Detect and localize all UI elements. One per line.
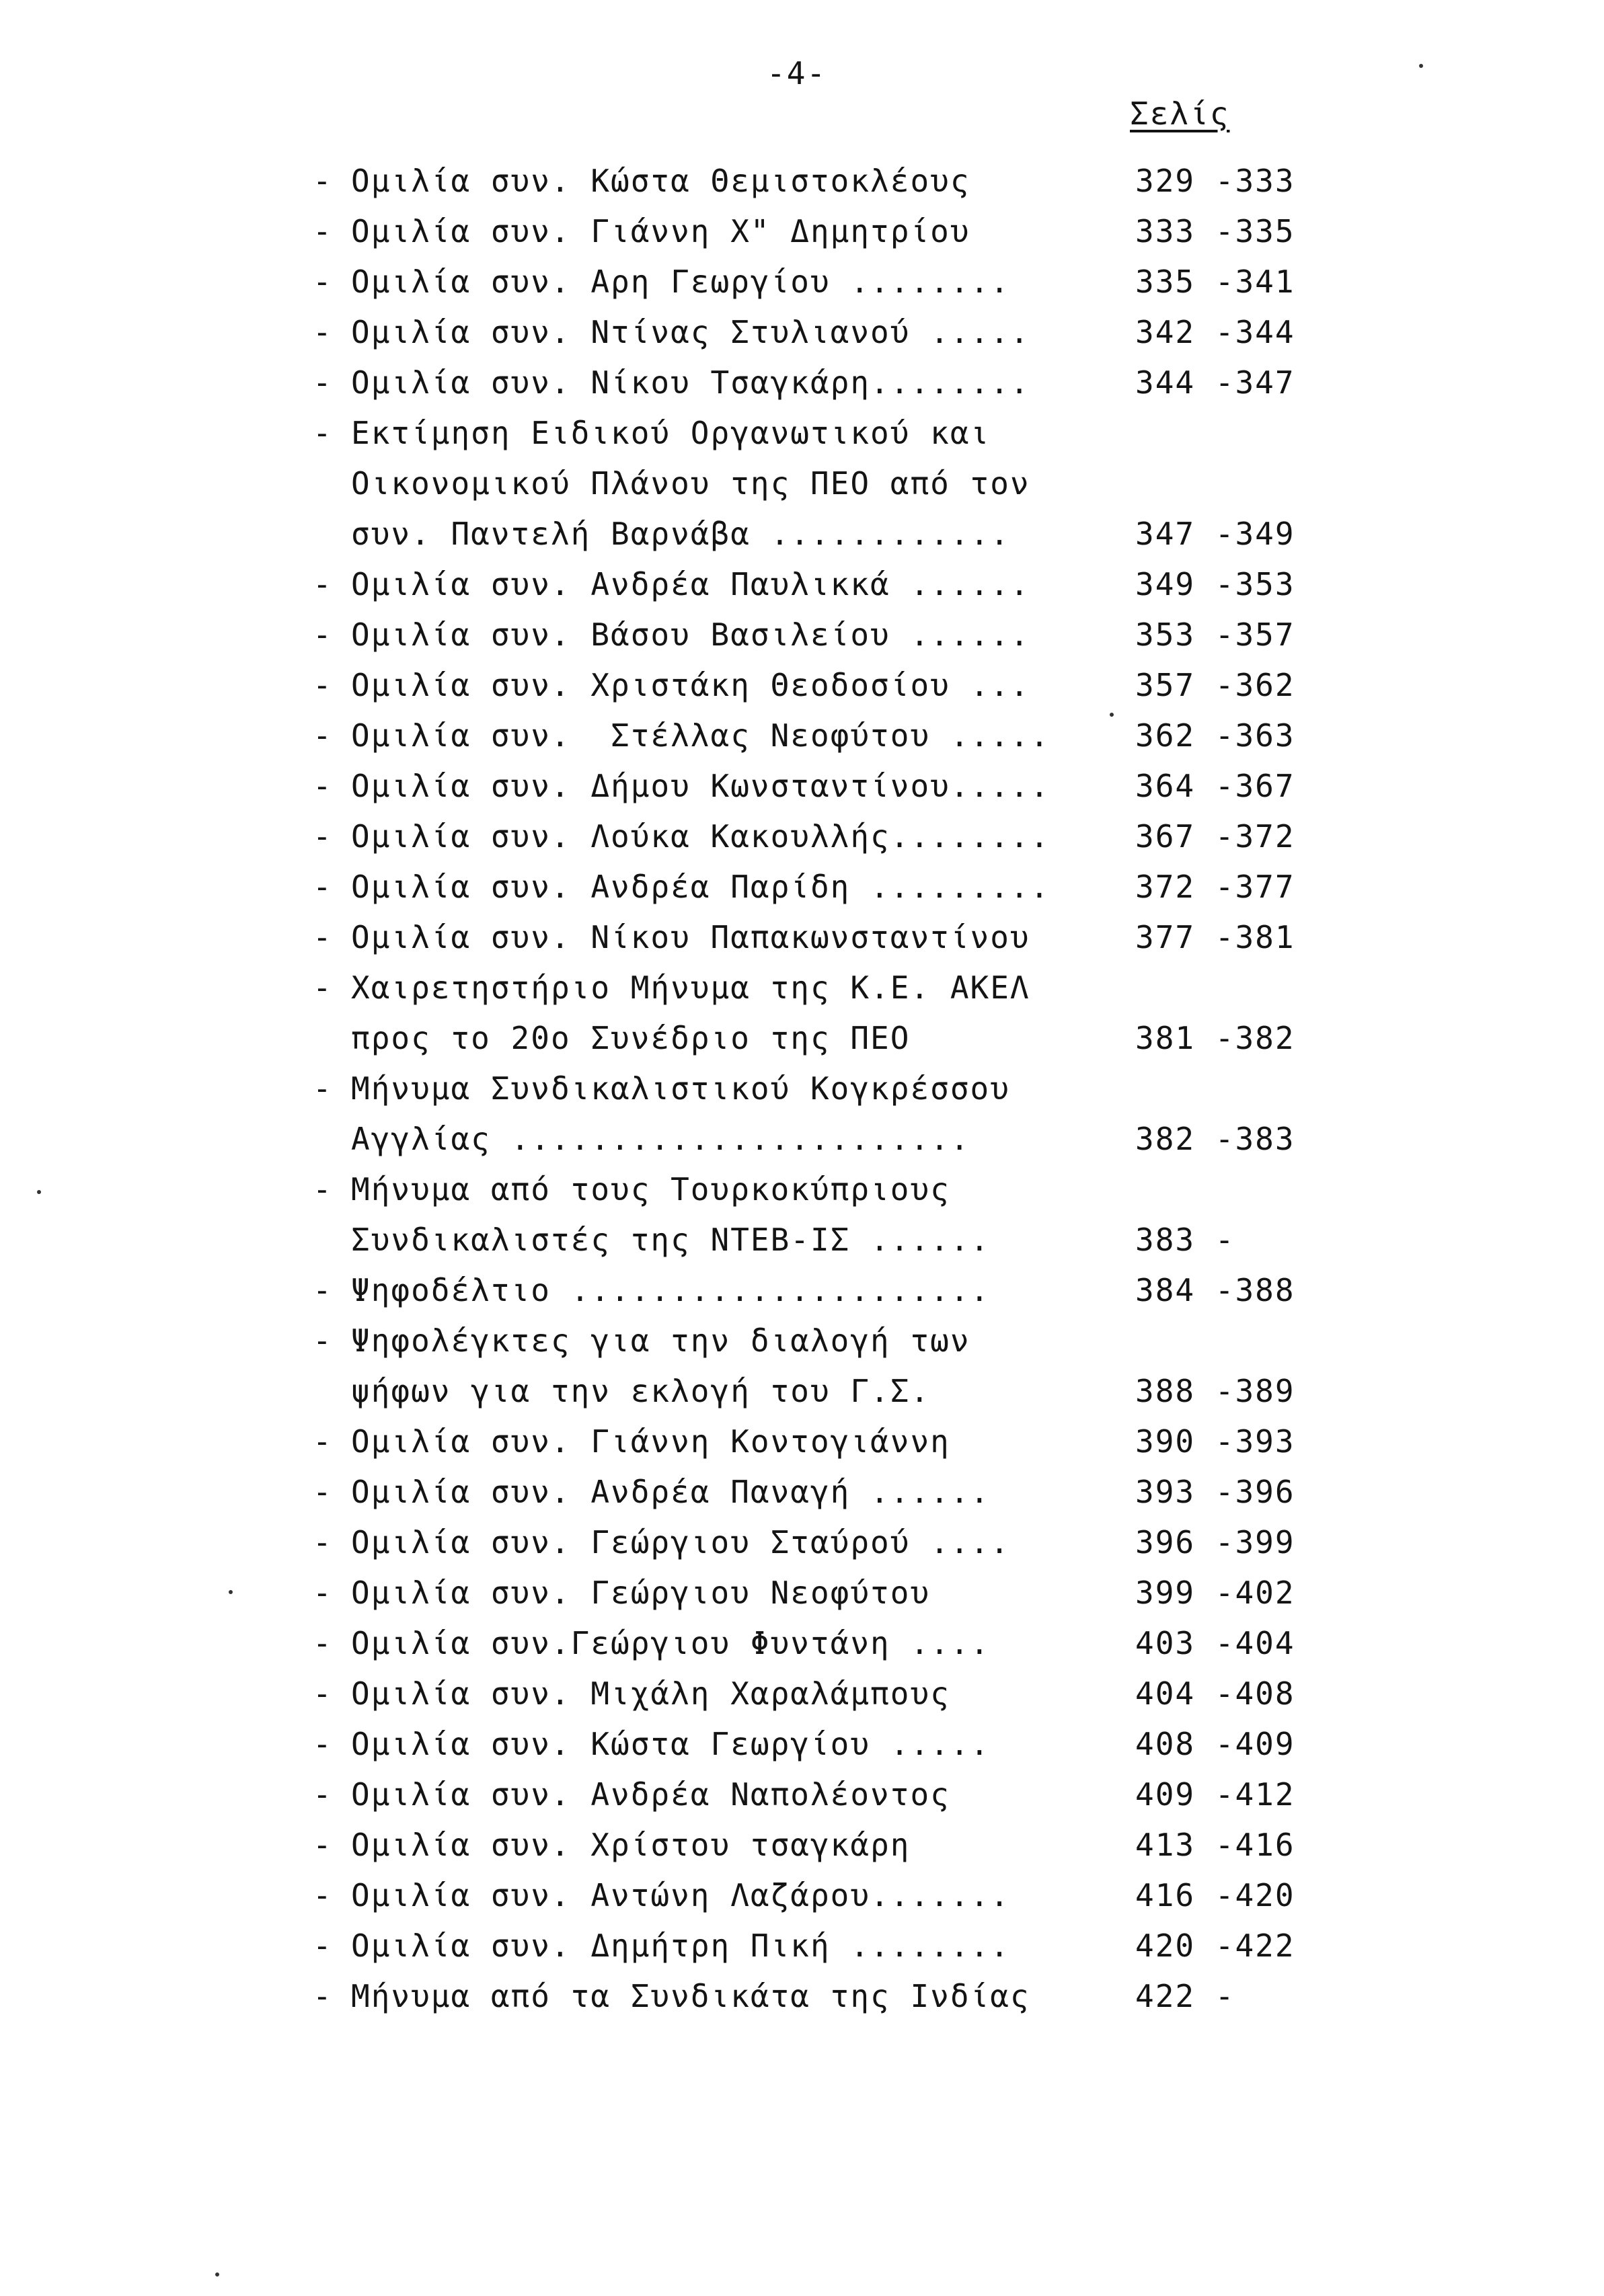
- entry-title: ψήφων για την εκλογή του Γ.Σ.: [351, 1373, 931, 1409]
- entry-title: Ομιλία συν. Μιχάλη Χαραλάμπους: [351, 1675, 950, 1712]
- toc-entry: [0, 408, 1604, 459]
- toc-entry: [0, 1971, 1604, 2022]
- entry-dash: -: [313, 667, 333, 703]
- entry-dash: -: [313, 1070, 333, 1107]
- entry-title: Οικονομικού Πλάνου της ΠΕΟ από τον: [351, 465, 1030, 502]
- entry-pages: 364 -367: [1135, 768, 1295, 804]
- entry-title: Χαιρετηστήριο Μήνυμα της Κ.Ε. ΑΚΕΛ: [351, 969, 1030, 1006]
- scan-speck: [215, 2272, 219, 2277]
- entry-pages: 422 -: [1135, 1978, 1235, 2014]
- entry-pages: 353 -357: [1135, 617, 1295, 653]
- entry-dash: -: [313, 919, 333, 955]
- entry-dash: -: [313, 264, 333, 300]
- entry-dash: -: [313, 818, 333, 855]
- entry-dash: -: [313, 1625, 333, 1661]
- entry-dash: -: [313, 1877, 333, 1913]
- entry-pages: 377 -381: [1135, 919, 1295, 955]
- entry-dash: -: [313, 717, 333, 754]
- entry-title: Ομιλία συν. Ανδρέα Παυλικκά ......: [351, 566, 1030, 602]
- entry-pages: 390 -393: [1135, 1423, 1295, 1460]
- entry-dash: -: [313, 1575, 333, 1611]
- entry-pages: 335 -341: [1135, 264, 1295, 300]
- entry-pages: 420 -422: [1135, 1928, 1295, 1964]
- toc-entry: [0, 811, 1604, 862]
- entry-title: Ομιλία συν. Αρη Γεωργίου ........: [351, 264, 1010, 300]
- entry-dash: -: [313, 969, 333, 1006]
- entry-dash: -: [313, 1272, 333, 1308]
- toc-entry: [0, 912, 1604, 963]
- entry-title: Συνδικαλιστές της ΝΤΕΒ-ΙΣ ......: [351, 1222, 991, 1258]
- toc-entry: [0, 1921, 1604, 1971]
- entry-dash: -: [313, 415, 333, 451]
- entry-title: Ομιλία συν. Ανδρέα Παναγή ......: [351, 1474, 991, 1510]
- entry-title: Ομιλία συν. Δημήτρη Πική ........: [351, 1928, 1010, 1964]
- scan-speck: [1419, 64, 1423, 68]
- entry-pages: 362 -363: [1135, 717, 1295, 754]
- entry-pages: 396 -399: [1135, 1524, 1295, 1560]
- entry-pages: 349 -353: [1135, 566, 1295, 602]
- entry-title: Μήνυμα από τα Συνδικάτα της Ινδίας: [351, 1978, 1030, 2014]
- toc-entry: [0, 1064, 1604, 1114]
- entry-title: Ομιλία συν. Χριστάκη Θεοδοσίου ...: [351, 667, 1030, 703]
- entry-dash: -: [313, 869, 333, 905]
- toc-entry: [0, 257, 1604, 307]
- entry-pages: 344 -347: [1135, 364, 1295, 401]
- toc-entry: [0, 156, 1604, 206]
- toc-entry: [0, 1316, 1604, 1366]
- page-number: -4-: [767, 55, 827, 91]
- toc-entry: [0, 1265, 1604, 1316]
- scan-speck: [1110, 713, 1114, 717]
- entry-title: Αγγλίας .......................: [351, 1121, 970, 1157]
- entry-pages: 333 -335: [1135, 213, 1295, 249]
- entry-pages: 388 -389: [1135, 1373, 1295, 1409]
- toc-entry: [0, 1517, 1604, 1568]
- toc-entry: [0, 509, 1604, 559]
- entry-pages: 413 -416: [1135, 1827, 1295, 1863]
- toc-entry: [0, 1618, 1604, 1669]
- toc-entry: [0, 206, 1604, 257]
- entry-pages: 342 -344: [1135, 314, 1295, 350]
- toc-entry: [0, 1215, 1604, 1265]
- entry-title: Ομιλία συν. Ανδρέα Ναπολέοντος: [351, 1776, 950, 1813]
- entry-pages: 329 -333: [1135, 163, 1295, 199]
- entry-dash: -: [313, 1675, 333, 1712]
- toc-entry: [0, 963, 1604, 1013]
- entry-dash: -: [313, 163, 333, 199]
- entry-pages: 409 -412: [1135, 1776, 1295, 1813]
- entry-dash: -: [313, 364, 333, 401]
- toc-entry: [0, 1870, 1604, 1921]
- toc-entry: [0, 559, 1604, 610]
- entry-title: Ομιλία συν. Γιάννη Κοντογιάννη: [351, 1423, 950, 1460]
- entry-title: Ομιλία συν. Γεώργιου Νεοφύτου: [351, 1575, 931, 1611]
- entry-pages: 416 -420: [1135, 1877, 1295, 1913]
- entry-title: Ψηφολέγκτες για την διαλογή των: [351, 1322, 970, 1359]
- toc-entry: [0, 1114, 1604, 1164]
- entry-pages: 404 -408: [1135, 1675, 1295, 1712]
- entry-title: Ομιλία συν. Λούκα Κακουλλής........: [351, 818, 1051, 855]
- entry-pages: 393 -396: [1135, 1474, 1295, 1510]
- entry-dash: -: [313, 314, 333, 350]
- toc-entry: [0, 1013, 1604, 1064]
- entry-title: Ομιλία συν. Ανδρέα Παρίδη .........: [351, 869, 1051, 905]
- toc-entry: [0, 1417, 1604, 1467]
- entry-pages: 383 -: [1135, 1222, 1235, 1258]
- entry-title: Ομιλία συν. Στέλλας Νεοφύτου .....: [351, 717, 1051, 754]
- entry-title: Ομιλία συν. Βάσου Βασιλείου ......: [351, 617, 1030, 653]
- toc-entry: [0, 610, 1604, 660]
- entry-title: Ομιλία συν. Δήμου Κωνσταντίνου.....: [351, 768, 1051, 804]
- toc-entry: [0, 358, 1604, 408]
- toc-entry: [0, 711, 1604, 761]
- entry-dash: -: [313, 1726, 333, 1762]
- entry-title: προς το 20ο Συνέδριο της ΠΕΟ: [351, 1020, 911, 1056]
- toc-entry: [0, 307, 1604, 358]
- entry-pages: 347 -349: [1135, 516, 1295, 552]
- toc-entry: [0, 1467, 1604, 1517]
- entry-title: Ομιλία συν. Γιάννη Χ" Δημητρίου: [351, 213, 970, 249]
- entry-dash: -: [313, 213, 333, 249]
- entry-pages: 381 -382: [1135, 1020, 1295, 1056]
- toc-entry: [0, 1719, 1604, 1770]
- entry-dash: -: [313, 768, 333, 804]
- toc-entry: [0, 1770, 1604, 1820]
- scan-speck: [37, 1190, 41, 1194]
- entry-dash: -: [313, 1928, 333, 1964]
- entry-pages: 403 -404: [1135, 1625, 1295, 1661]
- entry-dash: -: [313, 1322, 333, 1359]
- scan-speck: [229, 1590, 233, 1594]
- toc-entry: [0, 1669, 1604, 1719]
- entry-pages: 384 -388: [1135, 1272, 1295, 1308]
- toc-list: [0, 156, 1604, 2022]
- entry-title: Ομιλία συν. Νίκου Παπακωνσταντίνου: [351, 919, 1030, 955]
- entry-title: Ομιλία συν. Γεώργιου Σταύρού ....: [351, 1524, 1010, 1560]
- toc-entry: [0, 862, 1604, 912]
- toc-entry: [0, 761, 1604, 811]
- entry-title: Μήνυμα από τους Τουρκοκύπριους: [351, 1171, 950, 1208]
- entry-pages: 408 -409: [1135, 1726, 1295, 1762]
- entry-title: Ομιλία συν. Κώστα Θεμιστοκλέους: [351, 163, 970, 199]
- entry-title: Ομιλία συν. Κώστα Γεωργίου .....: [351, 1726, 991, 1762]
- entry-title: Ομιλία συν. Αντώνη Λαζάρου.......: [351, 1877, 1010, 1913]
- entry-title: Ομιλία συν. Νίκου Τσαγκάρη........: [351, 364, 1030, 401]
- entry-dash: -: [313, 1776, 333, 1813]
- entry-dash: -: [313, 1171, 333, 1208]
- entry-pages: 399 -402: [1135, 1575, 1295, 1611]
- entry-dash: -: [313, 1524, 333, 1560]
- entry-title: συν. Παντελή Βαρνάβα ............: [351, 516, 1010, 552]
- entry-dash: -: [313, 1423, 333, 1460]
- toc-entry: [0, 660, 1604, 711]
- column-header: Σελίς: [1130, 95, 1230, 132]
- entry-title: Ομιλία συν. Χρίστου τσαγκάρη: [351, 1827, 911, 1863]
- toc-entry: [0, 1820, 1604, 1870]
- toc-entry: [0, 1164, 1604, 1215]
- entry-title: Ομιλία συν.Γεώργιου Φυντάνη ....: [351, 1625, 991, 1661]
- entry-pages: 367 -372: [1135, 818, 1295, 855]
- entry-pages: 357 -362: [1135, 667, 1295, 703]
- entry-dash: -: [313, 1474, 333, 1510]
- entry-pages: 382 -383: [1135, 1121, 1295, 1157]
- toc-entry: [0, 459, 1604, 509]
- entry-dash: -: [313, 566, 333, 602]
- entry-dash: -: [313, 1827, 333, 1863]
- entry-title: Ομιλία συν. Ντίνας Στυλιανού .....: [351, 314, 1030, 350]
- entry-title: Ψηφοδέλτιο .....................: [351, 1272, 991, 1308]
- entry-dash: -: [313, 617, 333, 653]
- toc-entry: [0, 1568, 1604, 1618]
- entry-title: Μήνυμα Συνδικαλιστικού Κογκρέσσου: [351, 1070, 1010, 1107]
- entry-title: Εκτίμηση Ειδικού Οργανωτικού και: [351, 415, 991, 451]
- entry-dash: -: [313, 1978, 333, 2014]
- entry-pages: 372 -377: [1135, 869, 1295, 905]
- toc-entry: [0, 1366, 1604, 1417]
